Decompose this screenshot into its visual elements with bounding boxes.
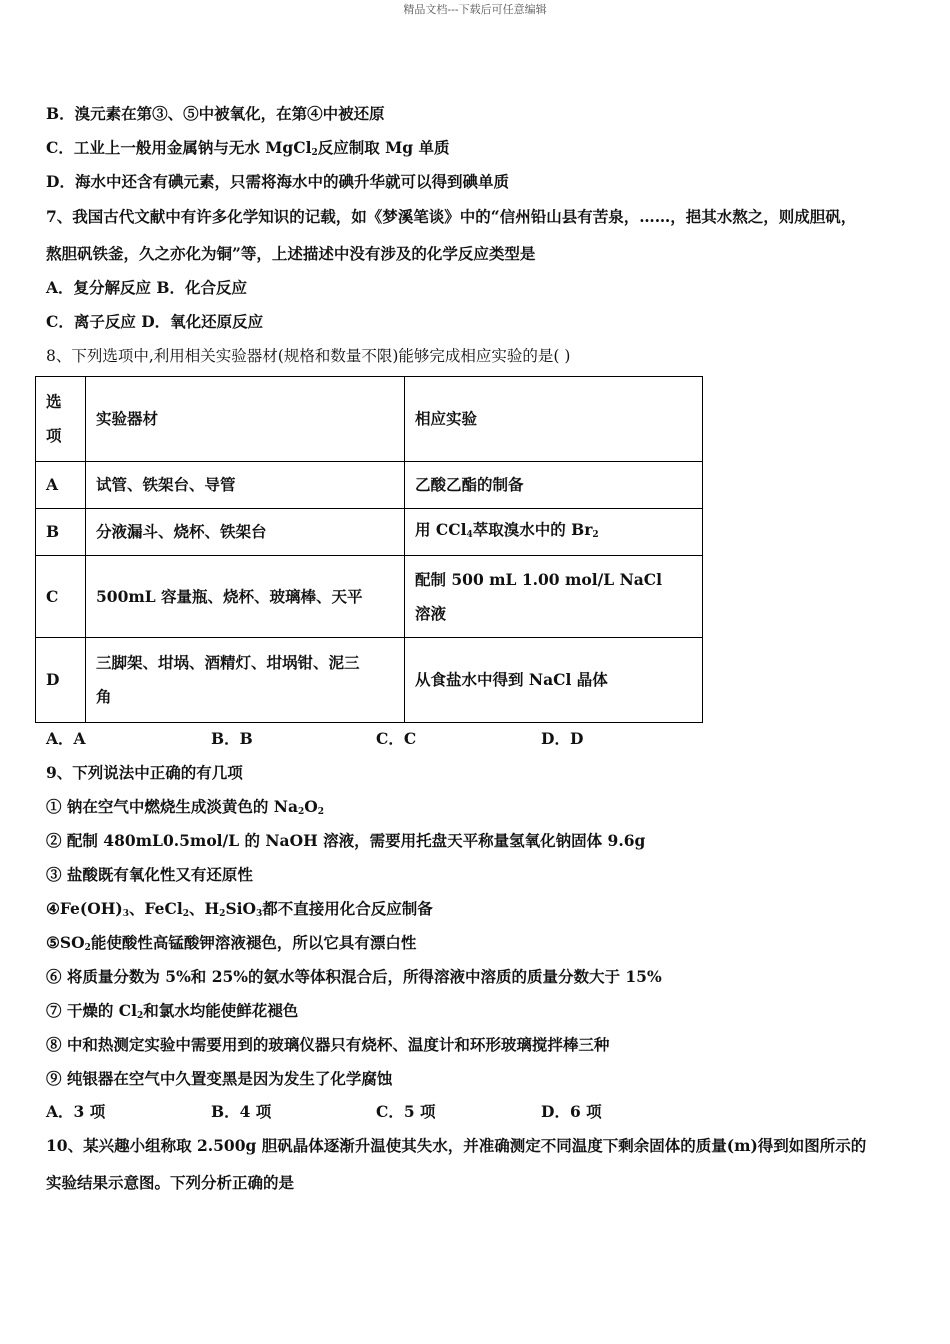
q10-stem-line1: 10、某兴趣小组称取 2.500g 胆矾晶体逐渐升温使其失水，并准确测定不同温度下剩余固体的质量(m)得到如图所示的	[46, 1136, 867, 1155]
q9-statement-4: $④Fe(OH)_3$、FeCl$_2$、$H_2SiO_3$都不直接用化合反应制备	[46, 899, 433, 919]
header-experiment: 相应实验	[405, 377, 703, 462]
q7-stem-line1: 7、我国古代文献中有许多化学知识的记载，如《梦溪笔谈》中的“信州铅山县有苦泉，……，挹其水熬之，则成胆矾，	[46, 207, 857, 226]
row-c-experiment: 配制 500 mL 1.00 mol/L NaCl 溶液	[405, 556, 703, 638]
q9-statement-2: ② 配制 480mL0.5mol/L 的 NaOH 溶液，需要用托盘天平称量氢氧化钠固体 9.6g	[46, 831, 646, 850]
q9-stem: 9、下列说法中正确的有几项	[46, 763, 243, 782]
answer-b: B．4 项	[211, 1102, 272, 1121]
q9-statement-7: ⑦ 干燥的 $Cl_2$和氯水均能使鲜花褪色	[46, 1001, 299, 1021]
table-header-row	[36, 377, 703, 462]
q9-statement-9: ⑨ 纯银器在空气中久置变黑是因为发生了化学腐蚀	[46, 1069, 393, 1088]
q7-options-ab: A．复分解反应 B．化合反应	[46, 278, 248, 297]
table-row	[36, 462, 703, 509]
q8-answers	[46, 727, 706, 749]
q7-options-cd: C．离子反应 D．氧化还原反应	[46, 312, 264, 331]
row-d-experiment: 从食盐水中得到 NaCl 晶体	[405, 638, 703, 723]
row-c-option: C	[36, 556, 86, 638]
answer-d: D．D	[541, 729, 584, 748]
q9-statement-5: $⑤SO_2$能使酸性高锰酸钾溶液褪色，所以它具有漂白性	[46, 933, 417, 953]
row-d-equipment: 三脚架、坩埚、酒精灯、坩埚钳、泥三 角	[86, 638, 405, 723]
row-c-equipment: 500mL 容量瓶、烧杯、玻璃棒、天平	[86, 556, 405, 638]
page-header: 精品文档---下载后可任意编辑	[403, 3, 547, 16]
table-row	[36, 556, 703, 638]
row-a-option: A	[36, 462, 86, 509]
q6-option-c: C．工业上一般用金属钠与无水 MgCl$_2$反应制取 Mg 单质	[46, 138, 450, 158]
answer-a: A．A	[46, 729, 86, 748]
q6-option-d: D．海水中还含有碘元素，只需将海水中的碘升华就可以得到碘单质	[46, 172, 509, 191]
answer-a: A．3 项	[46, 1102, 106, 1121]
q9-statement-6: ⑥ 将质量分数为 5%和 25%的氨水等体积混合后，所得溶液中溶质的质量分数大于 15%	[46, 967, 662, 986]
row-b-experiment: 用 CCl$_4$萃取溴水中的 $Br_2$	[405, 509, 703, 556]
q9-answers	[46, 1100, 706, 1122]
row-b-equipment: 分液漏斗、烧杯、铁架台	[86, 509, 405, 556]
q6-option-b: B．溴元素在第③、⑤中被氧化，在第④中被还原	[46, 104, 385, 123]
header-option: 选 项	[36, 377, 86, 462]
answer-d: D．6 项	[541, 1102, 602, 1121]
row-a-equipment: 试管、铁架台、导管	[86, 462, 405, 509]
q10-stem-line2: 实验结果示意图。下列分析正确的是	[46, 1173, 295, 1192]
q9-statement-1: ① 钠在空气中燃烧生成淡黄色的 $Na_2O_2$	[46, 797, 325, 817]
answer-c: C．5 项	[376, 1102, 436, 1121]
table-row	[36, 509, 703, 556]
answer-b: B．B	[211, 729, 253, 748]
header-equipment: 实验器材	[86, 377, 405, 462]
answer-c: C．C	[376, 729, 417, 748]
q9-statement-3: ③ 盐酸既有氧化性又有还原性	[46, 865, 253, 884]
row-a-experiment: 乙酸乙酯的制备	[405, 462, 703, 509]
row-b-option: B	[36, 509, 86, 556]
row-d-option: D	[36, 638, 86, 723]
q8-stem: 8、下列选项中,利用相关实验器材(规格和数量不限)能够完成相应实验的是( )	[46, 347, 571, 365]
q9-statement-8: ⑧ 中和热测定实验中需要用到的玻璃仪器只有烧杯、温度计和环形玻璃搅拌棒三种	[46, 1035, 610, 1054]
table-row	[36, 638, 703, 723]
q8-table	[35, 376, 703, 723]
q7-stem-line2: 熬胆矾铁釜，久之亦化为铜”等，上述描述中没有涉及的化学反应类型是	[46, 244, 536, 263]
